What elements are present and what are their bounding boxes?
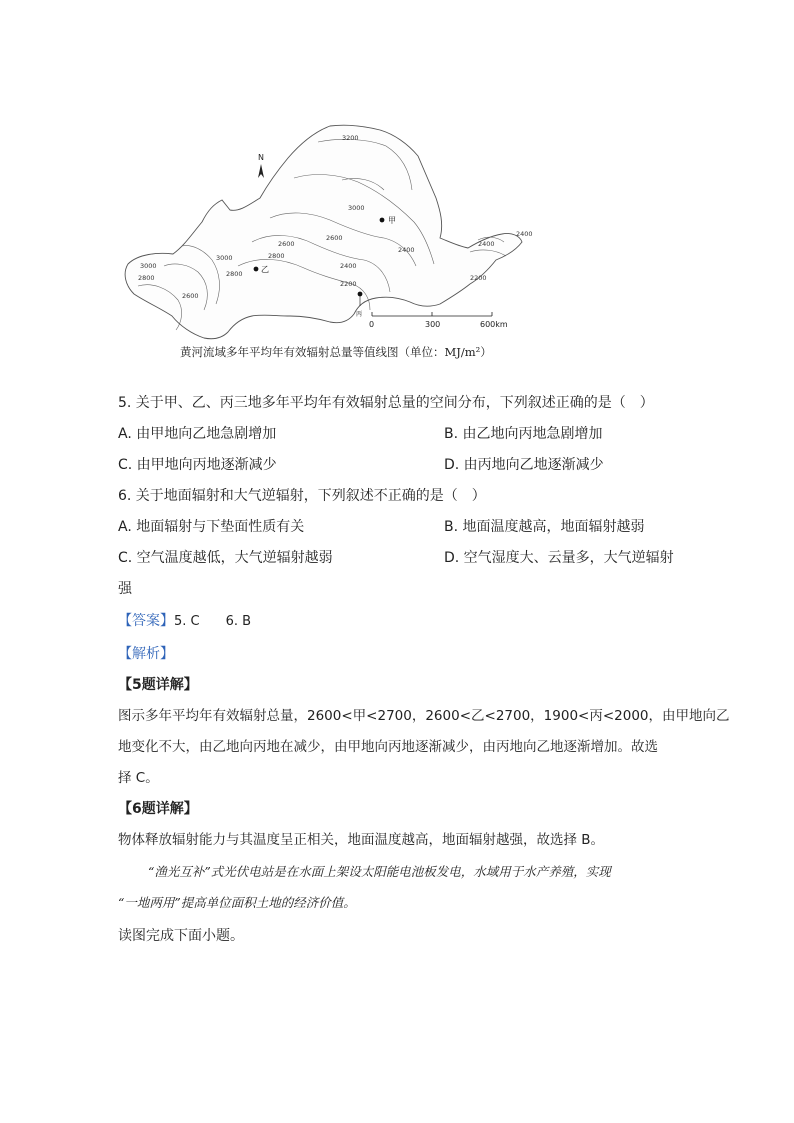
contour-map-figure — [118, 118, 548, 368]
contour-label: 2600 — [326, 234, 343, 242]
q5-detail-line-2: 地变化不大，由乙地向丙地在减少，由甲地向丙地逐渐减少，由丙地向乙地逐渐增加。故选 — [118, 739, 658, 755]
north-arrow-icon — [258, 153, 264, 178]
map-caption: 黄河流域多年平均年有效辐射总量等值线图（单位：MJ/m²） — [180, 345, 492, 359]
contour-label: 2800 — [226, 270, 243, 278]
q5-detail-line-1: 图示多年平均年有效辐射总量，2600<甲<2700，2600<乙<2700，1900<丙<2000，由甲地向乙 — [118, 708, 730, 724]
question-6-option-d-continued: 强 — [118, 581, 132, 597]
scale-label: 0 — [369, 320, 375, 329]
scale-label: 600km — [480, 320, 508, 329]
place-label: 甲 — [388, 216, 396, 225]
question-6-stem: 6. 关于地面辐射和大气逆辐射，下列叙述不正确的是（ ） — [118, 488, 486, 504]
place-marker — [380, 218, 385, 223]
answer-values: 5. C 6. B — [174, 614, 252, 629]
contour-label: 3200 — [342, 134, 359, 142]
q6-detail-line: 物体释放辐射能力与其温度呈正相关，地面温度越高，地面辐射越强，故选择 B。 — [118, 832, 605, 848]
question-6-option-a: A. 地面辐射与下垫面性质有关 — [118, 519, 305, 535]
passage-prompt: 读图完成下面小题。 — [118, 928, 244, 944]
place-marker — [254, 267, 259, 272]
scale-bar — [369, 312, 508, 329]
svg-text:N: N — [258, 153, 264, 162]
contour-label: 2400 — [516, 230, 533, 238]
contour-label: 3000 — [216, 254, 233, 262]
question-5-option-d: D. 由丙地向乙地逐渐减少 — [444, 457, 604, 473]
passage-line-2: “一地两用”提高单位面积土地的经济价值。 — [118, 895, 356, 910]
answer-line — [118, 611, 251, 632]
contour-label: 2400 — [340, 262, 357, 270]
question-6-option-c: C. 空气温度越低，大气逆辐射越弱 — [118, 550, 333, 566]
question-5-option-c: C. 由甲地向丙地逐渐减少 — [118, 457, 277, 473]
basin-outline — [125, 125, 522, 339]
place-marker — [358, 292, 363, 297]
contour-label: 3000 — [140, 262, 157, 270]
contour-label: 2400 — [478, 240, 495, 248]
question-6-option-b: B. 地面温度越高，地面辐射越弱 — [444, 519, 645, 535]
contour-label: 2600 — [182, 292, 199, 300]
contour-label: 2400 — [398, 246, 415, 254]
question-5-option-b: B. 由乙地向丙地急剧增加 — [444, 426, 603, 442]
q5-detail-label: 【5题详解】 — [118, 677, 198, 693]
question-5-option-a: A. 由甲地向乙地急剧增加 — [118, 426, 277, 442]
question-6-option-d: D. 空气湿度大、云量多，大气逆辐射 — [444, 550, 674, 566]
scale-label: 300 — [425, 320, 441, 329]
contour-label: 3000 — [348, 204, 365, 212]
answer-label: 【答案】 — [118, 613, 174, 629]
place-label: 丙 — [356, 311, 363, 318]
passage-line-1: “渔光互补”式光伏电站是在水面上架设太阳能电池板发电，水域用于水产养殖，实现 — [148, 864, 611, 879]
yellow-river-contour-map — [118, 118, 548, 368]
contour-label: 2800 — [268, 252, 285, 260]
analysis-label: 【解析】 — [118, 646, 174, 662]
contour-label: 2200 — [340, 280, 357, 288]
place-label: 乙 — [261, 265, 269, 274]
contour-label: 2800 — [138, 274, 155, 282]
q5-detail-line-3: 择 C。 — [118, 770, 159, 786]
q6-detail-label: 【6题详解】 — [118, 801, 198, 817]
contour-label: 2600 — [278, 240, 295, 248]
question-5-stem: 5. 关于甲、乙、丙三地多年平均年有效辐射总量的空间分布，下列叙述正确的是（ ） — [118, 395, 654, 411]
contour-label: 2200 — [470, 274, 487, 282]
